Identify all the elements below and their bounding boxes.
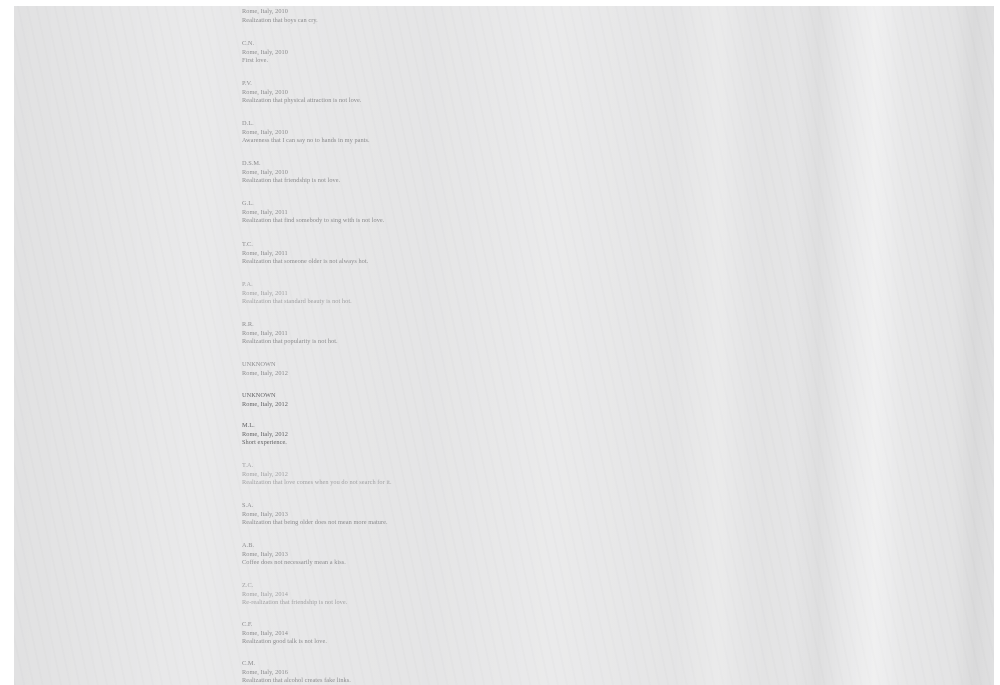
list-item xyxy=(242,502,562,528)
entry-place: Rome, Italy, 2016 xyxy=(242,668,288,676)
entry-place: Rome, Italy, 2014 xyxy=(242,590,288,598)
list-item xyxy=(242,160,562,186)
entry-note: Realization that boys can cry. xyxy=(242,16,318,24)
entry-place: Rome, Italy, 2010 xyxy=(242,128,288,136)
entry-initials: C.F. xyxy=(242,621,253,628)
entry-place: Rome, Italy, 2013 xyxy=(242,550,288,558)
entry-note: Realization that popularity is not hot. xyxy=(242,338,338,345)
entry-initials: T.A. xyxy=(242,462,254,469)
entry-initials: R.R. xyxy=(242,321,254,328)
list-item xyxy=(242,8,562,25)
fabric-fold xyxy=(844,6,904,685)
entry-note: Realization that find somebody to sing with is not love. xyxy=(242,217,385,224)
entry-initials: S.A. xyxy=(242,502,254,509)
entry-note: Realization that alcohol creates fake links. xyxy=(242,677,351,684)
list-item xyxy=(242,582,562,608)
list-item xyxy=(242,120,562,146)
list-item xyxy=(242,241,562,267)
entry-note: Re-realization that friendship is not love. xyxy=(242,599,348,606)
entry-place: Rome, Italy, 2010 xyxy=(242,48,288,56)
entry-note: Coffee does not necessarily mean a kiss. xyxy=(242,559,346,566)
entry-note: Realization that friendship is not love. xyxy=(242,177,341,184)
entry-initials: UNKNOWN xyxy=(242,361,276,368)
list-item xyxy=(242,281,562,307)
entry-note: Realization good talk is not love. xyxy=(242,638,327,645)
entry-initials: D.L. xyxy=(242,120,254,127)
fabric-shadow xyxy=(954,6,994,685)
entry-place: Rome, Italy, 2012 xyxy=(242,369,288,377)
entry-initials: C.M. xyxy=(242,660,256,667)
list-item xyxy=(242,462,562,488)
list-item xyxy=(242,361,562,378)
entry-note: Realization that someone older is not always hot. xyxy=(242,258,369,265)
entry-place: Rome, Italy, 2012 xyxy=(242,470,288,478)
entry-note: Short experience. xyxy=(242,439,287,446)
entry-note: Realization that standard beauty is not hot. xyxy=(242,298,352,305)
fabric-fold xyxy=(674,6,764,685)
entry-initials: D.S.M. xyxy=(242,160,261,167)
entry-place: Rome, Italy, 2011 xyxy=(242,329,288,337)
entry-initials: G.L. xyxy=(242,200,254,207)
list-item xyxy=(242,80,562,106)
entry-note: Realization that physical attraction is not love. xyxy=(242,97,362,104)
entry-place: Rome, Italy, 2011 xyxy=(242,289,288,297)
list-item xyxy=(242,542,562,568)
entry-note: Realization that love comes when you do not search for it. xyxy=(242,479,392,486)
entry-initials: T.C. xyxy=(242,241,253,248)
entry-note: Realization that being older does not mean more mature. xyxy=(242,519,388,526)
entry-initials: Z.C. xyxy=(242,582,254,589)
entry-place: Rome, Italy, 2011 xyxy=(242,249,288,257)
entry-place: Rome, Italy, 2014 xyxy=(242,629,288,637)
list-item xyxy=(242,392,562,409)
entry-place: Rome, Italy, 2011 xyxy=(242,208,288,216)
entry-note: First love. xyxy=(242,57,269,64)
list-item xyxy=(242,422,562,448)
list-item xyxy=(242,40,562,66)
entry-initials: P.A. xyxy=(242,281,253,288)
entry-place: Rome, Italy, 2010 xyxy=(242,8,288,15)
entry-initials: A.B. xyxy=(242,542,255,549)
list-item xyxy=(242,621,562,647)
entry-note: Awareness that I can say no to hands in my pants. xyxy=(242,137,370,144)
entry-place: Rome, Italy, 2012 xyxy=(242,430,288,438)
list-item xyxy=(242,660,562,685)
entry-initials: C.N. xyxy=(242,40,255,47)
entry-place: Rome, Italy, 2012 xyxy=(242,400,288,408)
entry-initials: P.V. xyxy=(242,80,252,87)
entry-initials: M.L. xyxy=(242,422,255,429)
entry-place: Rome, Italy, 2010 xyxy=(242,88,288,96)
list-item xyxy=(242,321,562,347)
fabric-shadow xyxy=(794,6,844,685)
list-item xyxy=(242,200,562,226)
entry-place: Rome, Italy, 2013 xyxy=(242,510,288,518)
entry-place: Rome, Italy, 2010 xyxy=(242,168,288,176)
entry-initials: UNKNOWN xyxy=(242,392,276,399)
